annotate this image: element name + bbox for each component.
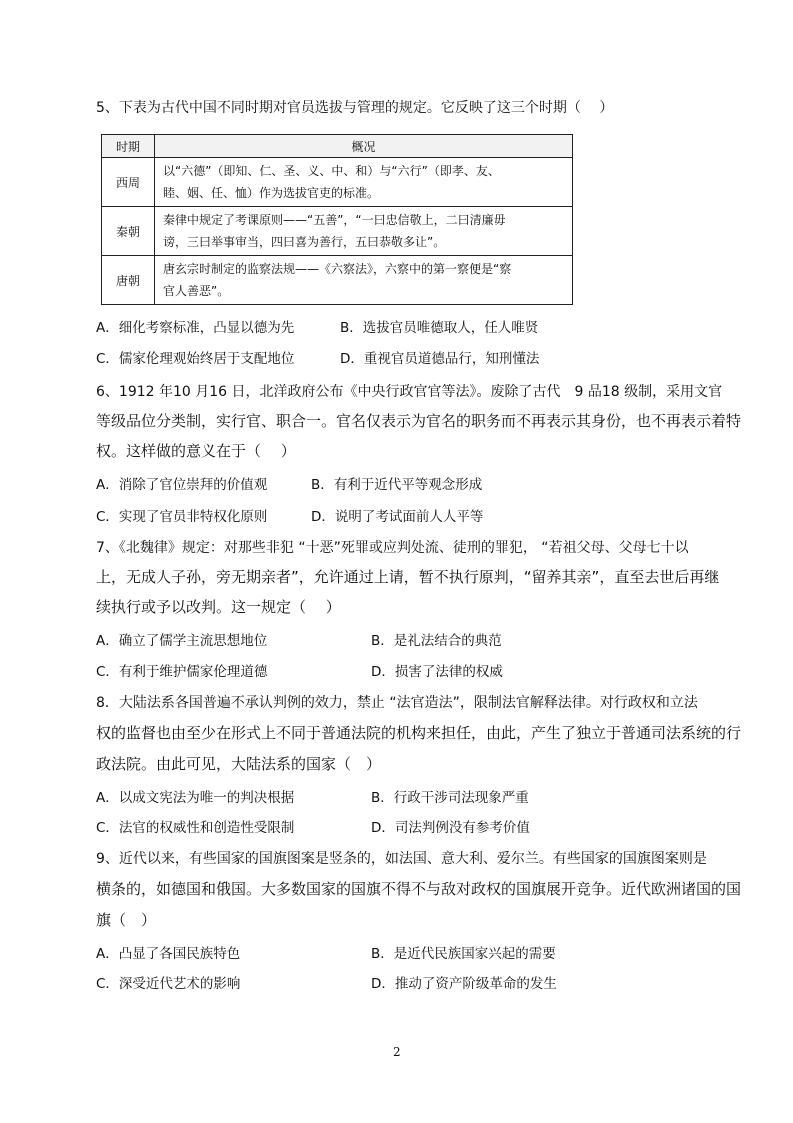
q8-stem-line2: 权的监督也由至少在形式上不同于普通法院的机构来担任，由此，产生了独立于普通司法系统的行	[96, 724, 742, 742]
q9-stem-line2: 横条的，如德国和俄国。大多数国家的国旗不得不与敌对政权的国旗展开竞争。近代欧洲诸国的国	[96, 880, 742, 898]
table-cell-desc	[155, 158, 573, 207]
q8-stem-line1: 8．大陆法系各国普遍不承认判例的效力，禁止 “法官造法”，限制法官解释法律。对行政权和立法	[96, 695, 698, 711]
desc-line: 谤，三曰举事审当，四曰喜为善行，五曰恭敬多让”。	[163, 235, 446, 249]
q6-option-b[interactable]: B．有利于近代平等观念形成	[311, 477, 483, 493]
page-number: 2	[393, 1045, 401, 1059]
table-header-summary: 概况	[155, 135, 573, 158]
q8-option-a[interactable]: A．以成文宪法为唯一的判决根据	[96, 790, 295, 806]
q7-option-b[interactable]: B．是礼法结合的典范	[371, 633, 502, 649]
q7-option-a[interactable]: A．确立了儒学主流思想地位	[96, 633, 268, 649]
desc-line: 睦、姻、任、恤）作为选拔官吏的标准。	[163, 186, 380, 200]
q9-option-a[interactable]: A．凸显了各国民族特色	[96, 946, 241, 962]
desc-line: 唐玄宗时制定的监察法规——《六察法》，六察中的第一察便是“察	[163, 262, 512, 276]
q7-stem-line3: 续执行或予以改判。这一规定（ ）	[96, 598, 341, 616]
q6-option-c[interactable]: C．实现了官员非特权化原则	[96, 509, 268, 525]
desc-line: 以“六德”（即知、仁、圣、义、中、和）与“六行”（即孝、友、	[163, 164, 500, 178]
q8-option-b[interactable]: B．行政干涉司法现象严重	[371, 790, 529, 806]
q8-option-c[interactable]: C．法官的权威性和创造性受限制	[96, 820, 295, 836]
q7-option-c[interactable]: C．有利于维护儒家伦理道德	[96, 664, 268, 680]
q9-option-d[interactable]: D．推动了资产阶级革命的发生	[371, 976, 557, 992]
q9-option-c[interactable]: C．深受近代艺术的影响	[96, 976, 241, 992]
q8-stem-line3: 政法院。由此可见，大陆法系的国家（ ）	[96, 755, 382, 773]
table-header-period: 时期	[102, 135, 155, 158]
table-cell-period: 唐朝	[102, 256, 155, 305]
table-row	[102, 158, 573, 207]
q9-stem-line3: 旗（ ）	[96, 911, 157, 929]
q9-stem-line1: 9、近代以来，有些国家的国旗图案是竖条的，如法国、意大利、爱尔兰。有些国家的国旗图案则是	[96, 851, 707, 867]
q6-option-a[interactable]: A．消除了官位崇拜的价值观	[96, 477, 268, 493]
table-cell-desc	[155, 256, 573, 305]
q5-option-c[interactable]: C．儒家伦理观始终居于支配地位	[96, 351, 295, 367]
q6-option-d[interactable]: D．说明了考试面前人人平等	[311, 509, 484, 525]
table-cell-period: 秦朝	[102, 207, 155, 256]
desc-line: 秦律中规定了考课原则——“五善”，“一曰忠信敬上，二曰清廉毋	[163, 213, 506, 227]
q6-stem-line3: 权。这样做的意义在于（ ）	[96, 442, 296, 460]
q5-stem: 5、下表为古代中国不同时期对官员选拔与管理的规定。它反映了这三个时期（ ）	[96, 100, 614, 116]
q5-option-a[interactable]: A．细化考察标准，凸显以德为先	[96, 320, 295, 336]
desc-line: 官人善恶”。	[163, 284, 230, 298]
table-cell-desc	[155, 207, 573, 256]
q9-option-b[interactable]: B．是近代民族国家兴起的需要	[371, 946, 556, 962]
q7-option-d[interactable]: D．损害了法律的权威	[371, 664, 503, 680]
q5-table	[101, 134, 573, 300]
q5-option-b[interactable]: B．选拔官员唯德取人，任人唯贤	[340, 320, 539, 336]
table-row	[102, 256, 573, 305]
q6-stem-line2: 等级品位分类制，实行官、职合一。官名仅表示为官名的职务而不再表示其身份，也不再表示着特	[96, 412, 742, 430]
q8-option-d[interactable]: D．司法判例没有参考价值	[371, 820, 530, 836]
q5-option-d[interactable]: D．重视官员道德品行，知刑懂法	[340, 351, 540, 367]
q6-stem-line1: 6、1912 年10 月16 日，北洋政府公布《中央行政官官等法》。废除了古代 9 品18 级制，采用文官	[96, 384, 723, 400]
table-cell-period: 西周	[102, 158, 155, 207]
q7-stem-line2: 上，无成人子孙，旁无期亲者”，允许通过上请，暂不执行原判，“留养其亲”，直至去世后再继	[96, 568, 720, 586]
q7-stem-line1: 7、《北魏律》规定：对那些非犯 “十恶”死罪或应判处流、徒刑的罪犯， “若祖父母、父母七十以	[96, 540, 689, 556]
table-row	[102, 207, 573, 256]
